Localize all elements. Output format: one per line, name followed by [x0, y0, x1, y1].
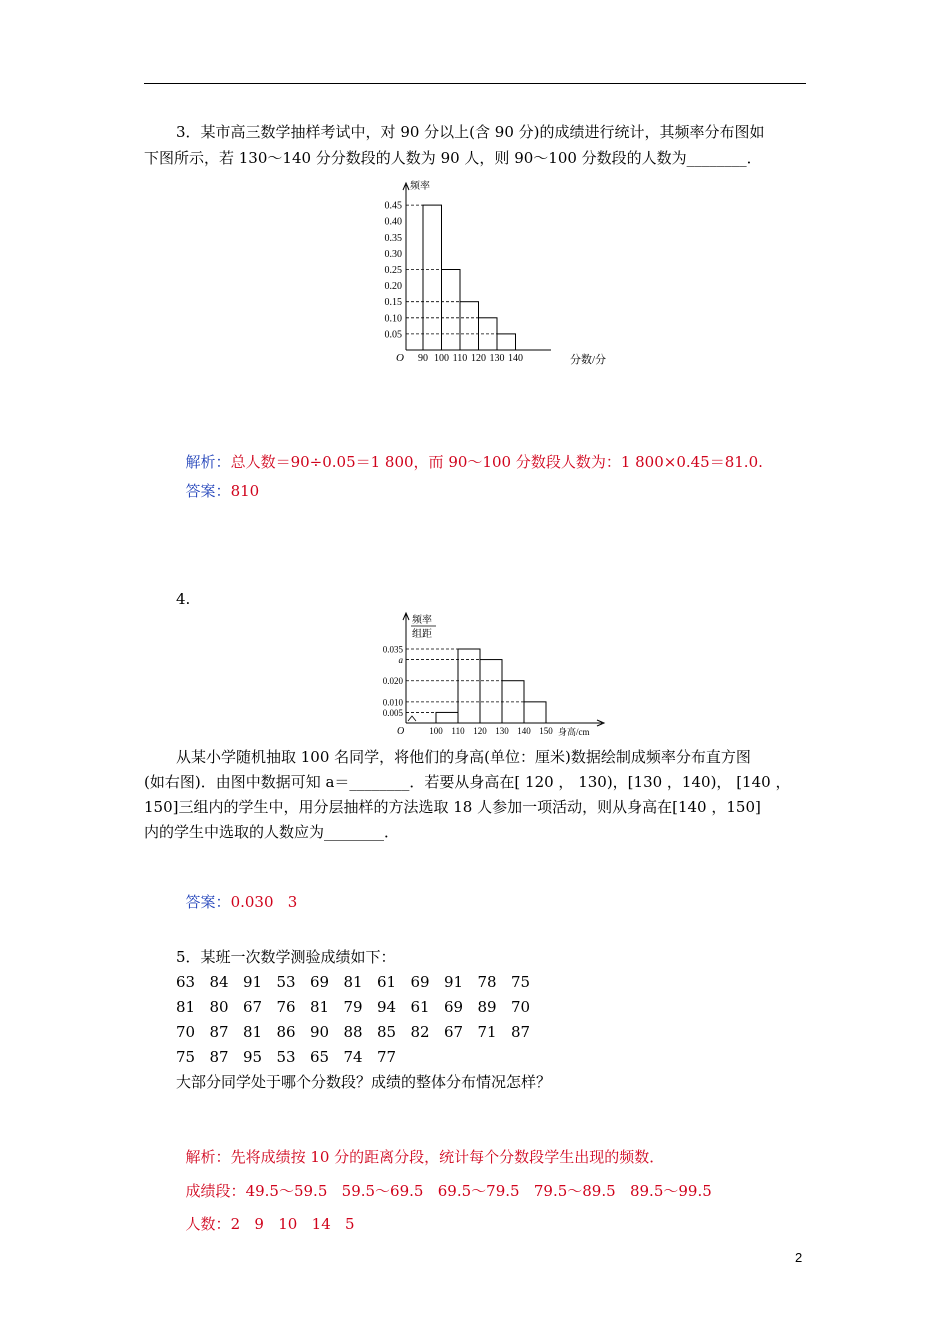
score-cell: 81 — [243, 1023, 263, 1041]
x-tick-label: 130 — [495, 726, 509, 736]
q4-line2: (如右图)．由图中数据可知 a＝________．若要从身高在[ 120 ， 130)，[130 ，140)， [140 ， — [144, 773, 791, 791]
q4-line3: 150]三组内的学生中，用分层抽样的方法选取 18 人参加一项活动，则从身高在[140 ，150] — [144, 798, 761, 816]
score-cell: 70 — [511, 998, 531, 1016]
score-cell: 91 — [444, 973, 464, 991]
y-tick-label: 0.20 — [384, 281, 402, 293]
score-cell: 71 — [477, 1023, 497, 1041]
score-cell: 77 — [377, 1048, 397, 1066]
y-tick-label: 0.35 — [384, 232, 402, 244]
score-cell: 80 — [209, 998, 229, 1016]
score-cell: 94 — [377, 998, 397, 1016]
q3-analysis-label: 解析： — [185, 453, 231, 471]
y-tick-label: 0.45 — [384, 200, 402, 212]
y-tick-label: 0.020 — [382, 676, 403, 687]
score-cell: 67 — [444, 1023, 464, 1041]
q3-answer-text: 810 — [230, 482, 260, 500]
score-cell: 75 — [176, 1048, 196, 1066]
q3-answer-label: 答案： — [185, 482, 231, 500]
score-cell: 65 — [310, 1048, 330, 1066]
q4-number: 4. — [176, 590, 191, 608]
q5-counts-label: 人数： — [185, 1215, 231, 1233]
score-cell: 88 — [343, 1023, 363, 1041]
histogram-heights — [370, 610, 620, 740]
q3-line2: 下图所示，若 130～140 分分数段的人数为 90 人，则 90～100 分数段的人数为________． — [144, 149, 762, 167]
score-cell: 85 — [377, 1023, 397, 1041]
score-cell: 61 — [410, 998, 430, 1016]
score-cell: 87 — [511, 1023, 531, 1041]
score-cell: 53 — [276, 1048, 296, 1066]
q3-line1: 3．某市高三数学抽样考试中，对 90 分以上(含 90 分)的成绩进行统计，其频率分布图如 — [176, 123, 765, 141]
score-cell: 69 — [444, 998, 464, 1016]
score-cell: 67 — [243, 998, 263, 1016]
origin-label: O — [397, 726, 405, 737]
score-cell: 69 — [310, 973, 330, 991]
q5-segments-text: 49.5～59.5 59.5～69.5 69.5～79.5 79.5～89.5 89.5～99.5 — [245, 1182, 712, 1200]
score-cell: 84 — [209, 973, 229, 991]
score-cell: 82 — [410, 1023, 430, 1041]
y-axis-label-bottom: 组距 — [412, 629, 432, 640]
score-cell: 87 — [209, 1048, 229, 1066]
histogram-bar — [480, 660, 502, 723]
score-cell: 74 — [343, 1048, 363, 1066]
x-tick-label: 120 — [473, 726, 487, 736]
histogram-bar — [497, 334, 516, 350]
histogram-bar — [436, 712, 458, 723]
x-tick-label: 110 — [452, 353, 468, 364]
score-cell: 91 — [243, 973, 263, 991]
y-axis-label-top: 频率 — [412, 615, 432, 626]
q5-counts-text: 2 9 10 14 5 — [230, 1215, 355, 1233]
y-tick-label: 0.30 — [384, 248, 402, 260]
histogram-bar — [423, 205, 442, 350]
axis-break — [408, 716, 416, 721]
score-cell: 69 — [410, 973, 430, 991]
x-axis-label: 身高/cm — [558, 727, 590, 737]
q4-line4: 内的学生中选取的人数应为________． — [144, 823, 400, 841]
histogram-scores — [366, 175, 626, 370]
score-cell: 81 — [176, 998, 196, 1016]
score-cell: 90 — [310, 1023, 330, 1041]
histogram-bar — [458, 649, 480, 723]
x-tick-label: 130 — [489, 353, 505, 364]
score-cell: 76 — [276, 998, 296, 1016]
y-tick-label: 0.10 — [384, 313, 402, 325]
histogram-bar — [442, 270, 461, 351]
q4-line1: 从某小学随机抽取 100 名同学，将他们的身高(单位：厘米)数据绘制成频率分布直方图 — [176, 748, 751, 766]
q3-analysis-text: 总人数＝90÷0.05＝1 800，而 90～100 分数段人数为：1 800×0.45＝81.0. — [230, 453, 763, 471]
score-cell: 70 — [176, 1023, 196, 1041]
y-tick-label: 0.25 — [384, 265, 402, 276]
score-cell: 89 — [477, 998, 497, 1016]
histogram-bar — [460, 302, 479, 350]
x-tick-label: 100 — [429, 726, 443, 736]
page-number: 2 — [795, 1250, 803, 1265]
score-cell: 79 — [343, 998, 363, 1016]
q4-answer-text: 0.030 3 — [230, 893, 298, 911]
score-cell: 53 — [276, 973, 296, 991]
y-tick-label: 0.010 — [382, 697, 403, 708]
score-cell: 87 — [209, 1023, 229, 1041]
y-tick-label: 0.035 — [382, 644, 403, 655]
y-axis-label: 频率 — [410, 181, 430, 192]
score-cell: 81 — [310, 998, 330, 1016]
score-cell: 78 — [477, 973, 497, 991]
score-cell: 63 — [176, 973, 196, 991]
y-tick-label: 0.05 — [384, 329, 402, 341]
score-cell: 95 — [243, 1048, 263, 1066]
score-cell: 86 — [276, 1023, 296, 1041]
y-tick-label: 0.15 — [384, 297, 402, 309]
histogram-bar — [524, 702, 546, 723]
origin-label: O — [396, 352, 404, 364]
score-cell: 81 — [343, 973, 363, 991]
x-tick-label: 100 — [434, 353, 449, 364]
x-tick-label: 90 — [418, 353, 428, 364]
q5-question: 大部分同学处于哪个分数段？成绩的整体分布情况怎样？ — [176, 1073, 552, 1091]
x-tick-label: 140 — [517, 726, 531, 736]
x-tick-label: 120 — [471, 353, 486, 364]
score-cell: 61 — [377, 973, 397, 991]
y-tick-label: a — [398, 655, 403, 666]
q4-answer-label: 答案： — [185, 893, 231, 911]
q5-analysis-label: 解析： — [185, 1148, 231, 1166]
x-axis-label: 分数/分 — [570, 354, 607, 366]
q5-analysis-text: 先将成绩按 10 分的距离分段，统计每个分数段学生出现的频数． — [230, 1148, 665, 1166]
q5-segments-label: 成绩段： — [185, 1182, 246, 1200]
x-tick-label: 150 — [539, 726, 553, 736]
header-rule — [144, 83, 806, 84]
score-cell: 75 — [511, 973, 531, 991]
x-tick-label: 110 — [451, 726, 465, 736]
y-tick-label: 0.005 — [382, 707, 403, 718]
x-tick-label: 140 — [508, 353, 523, 364]
y-tick-label: 0.40 — [384, 216, 402, 228]
q5-intro: 5．某班一次数学测验成绩如下： — [176, 948, 396, 966]
